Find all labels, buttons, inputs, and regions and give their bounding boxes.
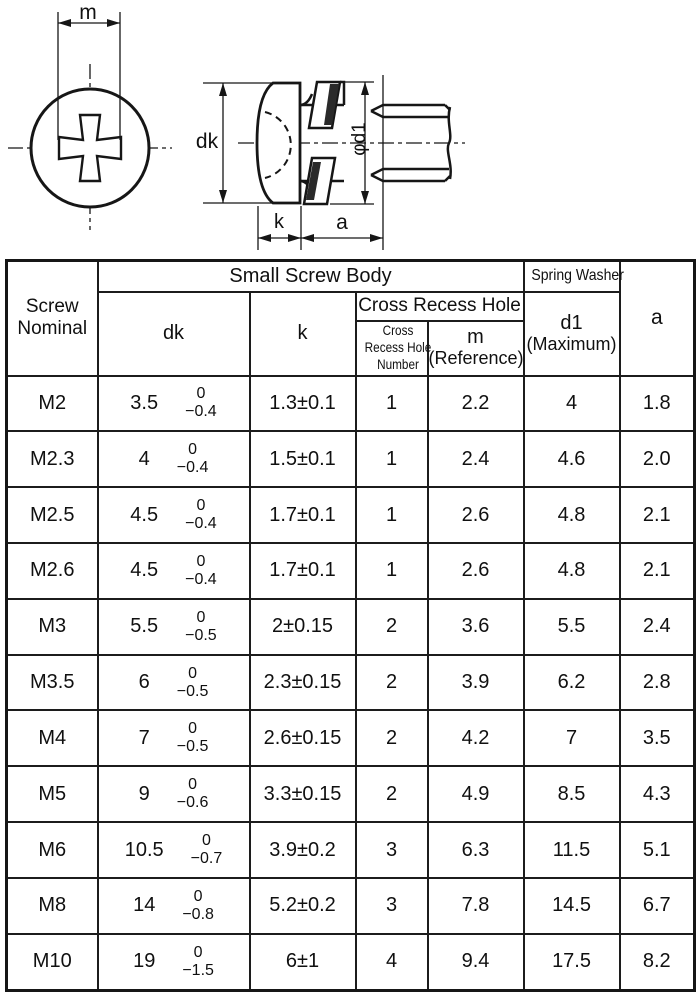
cell-nominal: M8: [7, 878, 98, 934]
dk-tolerance-lower: −0.4: [185, 403, 217, 421]
cell-d1: 4.8: [524, 487, 620, 543]
cell-m: 7.8: [428, 878, 524, 934]
dk-value: 6: [138, 671, 150, 694]
cell-d1: 6.2: [524, 655, 620, 711]
dk-tolerance: [185, 497, 217, 533]
cell-m: 2.2: [428, 376, 524, 432]
table-row-m2-6: [7, 543, 695, 599]
cell-a: 5.1: [620, 822, 695, 878]
dk-value: 5.5: [130, 615, 159, 638]
cell-d1: 7: [524, 710, 620, 766]
dim-label-phi-d1: φd1: [349, 122, 370, 156]
cell-d1: 11.5: [524, 822, 620, 878]
table-row-m2: [7, 376, 695, 432]
dk-value: 3.5: [130, 391, 159, 414]
cell-k: 2±0.15: [250, 599, 356, 655]
header-cross-recess-hole-number: [356, 321, 431, 376]
header-a: a: [620, 261, 695, 376]
cell-dk: [98, 878, 250, 934]
cell-m: 3.9: [428, 655, 524, 711]
header-k: k: [250, 292, 356, 376]
dim-label-m: m: [79, 1, 97, 24]
dk-value: 10.5: [124, 838, 164, 861]
cell-m: 3.6: [428, 599, 524, 655]
table-row-m8: [7, 878, 695, 934]
cell-m: 2.4: [428, 431, 524, 487]
header-small-screw-body: Small Screw Body: [98, 261, 524, 292]
cell-dk: [98, 543, 250, 599]
dk-tolerance-lower: −0.4: [185, 515, 217, 533]
dk-value: 9: [138, 782, 150, 805]
dk-value: 4.5: [130, 503, 159, 526]
cell-dk: [98, 822, 250, 878]
cell-dk: [98, 487, 250, 543]
cell-dk: [98, 766, 250, 822]
cell-k: 1.7±0.1: [250, 543, 356, 599]
dk-value: 14: [133, 894, 156, 917]
dim-label-dk: dk: [195, 130, 219, 153]
cell-recess-number: 1: [356, 431, 428, 487]
cell-d1: 4.8: [524, 543, 620, 599]
dim-label-k: k: [274, 211, 284, 233]
cell-k: 1.7±0.1: [250, 487, 356, 543]
header-d1-maximum: [524, 292, 620, 376]
cell-m: 4.9: [428, 766, 524, 822]
header-cross-recess-hole: Cross Recess Hole: [356, 292, 524, 321]
cell-nominal: M6: [7, 822, 98, 878]
cell-recess-number: 3: [356, 822, 428, 878]
header-d1-qualifier: (Maximum): [526, 333, 617, 354]
dk-tolerance-lower: −0.8: [182, 905, 214, 923]
cell-dk: [98, 710, 250, 766]
dk-tolerance-lower: −0.5: [185, 626, 217, 644]
cell-recess-number: 1: [356, 376, 428, 432]
table-row-m6: [7, 822, 695, 878]
header-row-2: [7, 292, 695, 321]
dk-tolerance: [182, 944, 214, 980]
dk-tolerance-upper: 0: [196, 497, 206, 515]
dk-tolerance-upper: 0: [188, 776, 198, 794]
cell-a: 2.0: [620, 431, 695, 487]
dk-tolerance-lower: −0.6: [176, 794, 209, 812]
cell-recess-number: 2: [356, 710, 428, 766]
cell-nominal: M4: [7, 710, 98, 766]
dk-tolerance: [191, 832, 223, 868]
dk-tolerance-upper: 0: [196, 608, 206, 626]
cell-nominal: M2.5: [7, 487, 98, 543]
cell-d1: 17.5: [524, 934, 620, 991]
front-view: [8, 12, 172, 230]
cell-a: 2.1: [620, 543, 695, 599]
cell-m: 6.3: [428, 822, 524, 878]
dk-value: 4.5: [130, 559, 159, 582]
cell-m: 2.6: [428, 543, 524, 599]
header-row-1: [7, 261, 695, 292]
dk-tolerance: [177, 720, 209, 756]
cell-nominal: M3.5: [7, 655, 98, 711]
cell-nominal: M10: [7, 934, 98, 991]
header-screw-nominal: Screw Nominal: [7, 261, 98, 376]
cell-m: 2.6: [428, 487, 524, 543]
cell-recess-number: 1: [356, 543, 428, 599]
dk-tolerance-lower: −0.4: [176, 459, 209, 477]
dk-tolerance-upper: 0: [188, 664, 198, 682]
cell-dk: [98, 431, 250, 487]
cell-recess-number: 2: [356, 599, 428, 655]
cell-a: 8.2: [620, 934, 695, 991]
cell-nominal: M2: [7, 376, 98, 432]
cell-d1: 4.6: [524, 431, 620, 487]
cell-k: 1.3±0.1: [250, 376, 356, 432]
dk-value: 7: [138, 726, 150, 749]
cell-k: 3.9±0.2: [250, 822, 356, 878]
cell-k: 2.3±0.15: [250, 655, 356, 711]
table-row-m3-5: [7, 655, 695, 711]
dk-tolerance-lower: −0.7: [190, 850, 223, 868]
head-outline: [257, 83, 300, 203]
table-row-m5: [7, 766, 695, 822]
cell-a: 1.8: [620, 376, 695, 432]
cell-k: 3.3±0.15: [250, 766, 356, 822]
cell-d1: 5.5: [524, 599, 620, 655]
header-m: m: [467, 326, 484, 348]
dk-value: 19: [133, 950, 156, 973]
cell-k: 1.5±0.1: [250, 431, 356, 487]
dk-tolerance-upper: 0: [188, 441, 198, 459]
dk-tolerance-upper: 0: [193, 943, 203, 961]
cell-d1: 14.5: [524, 878, 620, 934]
cell-a: 2.1: [620, 487, 695, 543]
cell-nominal: M2.3: [7, 431, 98, 487]
dk-tolerance: [177, 441, 209, 477]
header-spring-washer-label: Spring Washer: [530, 267, 624, 285]
table-row-m3: [7, 599, 695, 655]
dk-tolerance-upper: 0: [193, 887, 203, 905]
cell-m: 4.2: [428, 710, 524, 766]
cell-dk: [98, 376, 250, 432]
dk-tolerance-upper: 0: [188, 720, 198, 738]
table-row-m2-5: [7, 487, 695, 543]
dk-tolerance-upper: 0: [196, 385, 206, 403]
dk-tolerance-upper: 0: [196, 552, 206, 570]
cell-m: 9.4: [428, 934, 524, 991]
cell-k: 5.2±0.2: [250, 878, 356, 934]
cell-k: 2.6±0.15: [250, 710, 356, 766]
cell-recess-number: 3: [356, 878, 428, 934]
cell-a: 2.8: [620, 655, 695, 711]
dk-tolerance: [185, 385, 217, 421]
cell-dk: [98, 934, 250, 991]
dk-value: 4: [138, 447, 150, 470]
dk-tolerance: [185, 609, 217, 645]
cell-a: 4.3: [620, 766, 695, 822]
header-cross-recess-hole-number-label: Cross Recess Hole Number: [364, 322, 431, 372]
dk-tolerance-upper: 0: [202, 832, 211, 850]
table-row-m2-3: [7, 431, 695, 487]
dimension-table: [5, 259, 696, 992]
dim-label-a: a: [336, 211, 348, 234]
table-row-m4: [7, 710, 695, 766]
header-m-reference: [428, 321, 524, 376]
cell-nominal: M3: [7, 599, 98, 655]
dk-tolerance: [182, 888, 214, 924]
dk-tolerance-lower: −0.4: [185, 570, 217, 588]
cell-d1: 4: [524, 376, 620, 432]
cell-a: 6.7: [620, 878, 695, 934]
cell-recess-number: 2: [356, 655, 428, 711]
header-m-qualifier: (Reference): [428, 348, 524, 368]
table-row-m10: [7, 934, 695, 991]
cell-recess-number: 4: [356, 934, 428, 991]
dk-tolerance-lower: −0.5: [176, 738, 209, 756]
dk-tolerance: [177, 776, 209, 812]
dk-tolerance-lower: −0.5: [176, 682, 209, 700]
cell-dk: [98, 599, 250, 655]
dk-tolerance: [177, 665, 209, 701]
cell-recess-number: 2: [356, 766, 428, 822]
cell-k: 6±1: [250, 934, 356, 991]
header-dk: dk: [98, 292, 250, 376]
cell-a: 3.5: [620, 710, 695, 766]
dk-tolerance: [185, 553, 217, 589]
cell-nominal: M5: [7, 766, 98, 822]
cell-dk: [98, 655, 250, 711]
cell-nominal: M2.6: [7, 543, 98, 599]
cell-d1: 8.5: [524, 766, 620, 822]
dk-tolerance-lower: −1.5: [182, 961, 214, 979]
header-d1: d1: [560, 311, 583, 334]
cell-a: 2.4: [620, 599, 695, 655]
header-spring-washer: [524, 261, 624, 292]
cell-recess-number: 1: [356, 487, 428, 543]
